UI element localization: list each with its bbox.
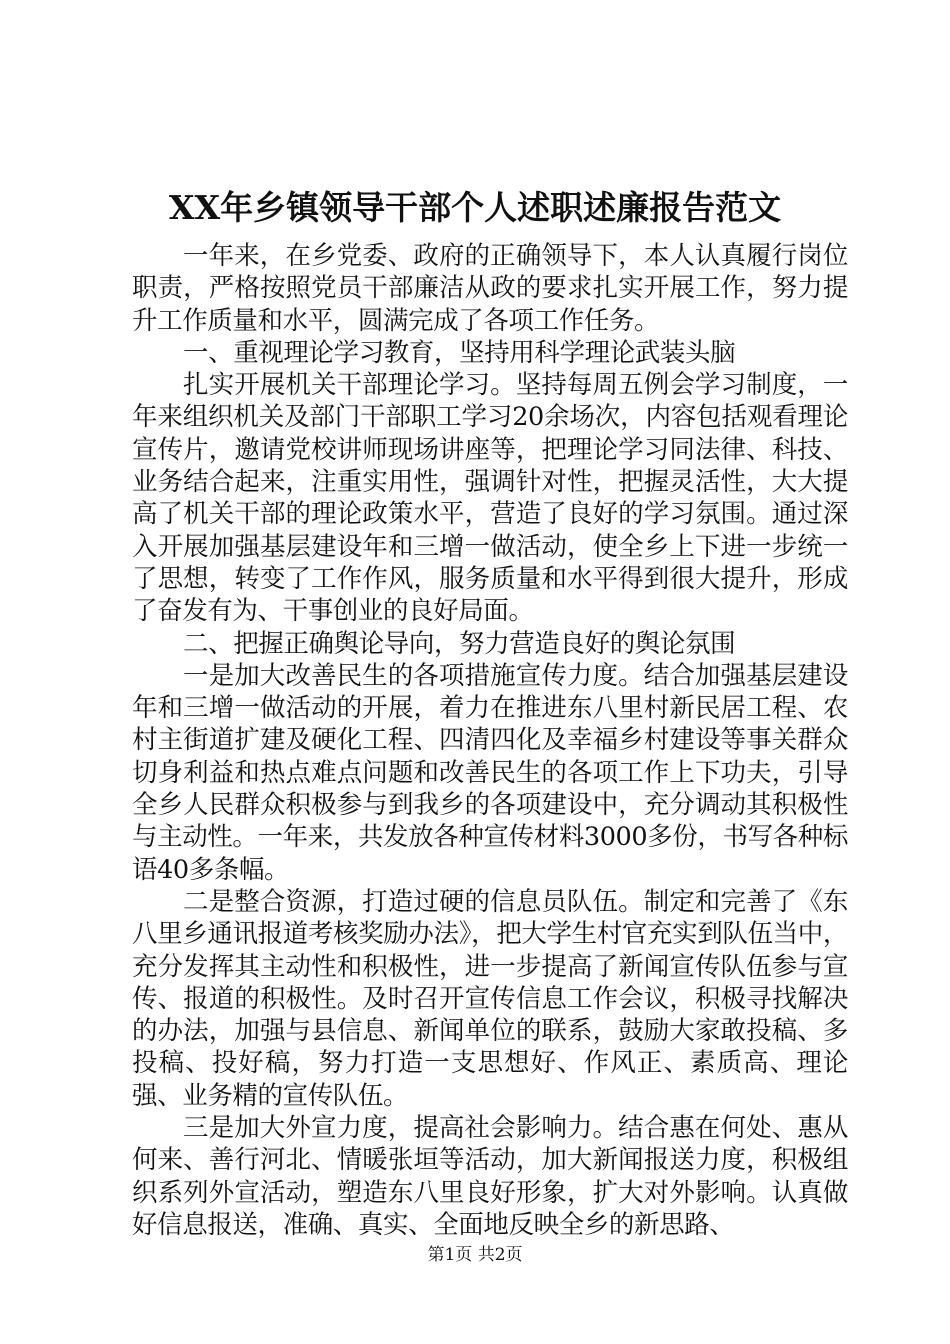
section-heading-2: 二、把握正确舆论导向，努力营造良好的舆论氛围 bbox=[183, 628, 736, 659]
document-body bbox=[132, 240, 848, 1241]
paragraph-informant-team: 二是整合资源，打造过硬的信息员队伍。制定和完善了《东八里乡通讯报道考核奖励办法》，把大学生村官充实到队伍当中，充分发挥其主动性和积极性，进一步提高了新闻宣传队伍参与宣传、报道的积极性。及时召开宣传信息工作会议，积极寻找解决的办法，加强与县信息、新闻单位的联系，鼓励大家敢投稿、多投稿、投好稿，努力打造一支思想好、作风正、素质高、理论强、业务精的宣传队伍。 bbox=[132, 886, 848, 1111]
document-title: XX年乡镇领导干部个人述职述廉报告范文 bbox=[168, 188, 782, 227]
section-heading-1: 一、重视理论学习教育，坚持用科学理论武装头脑 bbox=[183, 337, 736, 368]
paragraph-livelihood-publicity: 一是加大改善民生的各项措施宣传力度。结合加强基层建设年和三增一做活动的开展，着力在推进东八里村新民居工程、农村主街道扩建及硬化工程、四清四化及幸福乡村建设等事关群众切身利益和热点难点问题和改善民生的各项工作上下功夫，引导全乡人民群众积极参与到我乡的各项建设中，充分调动其积极性与主动性。一年来，共发放各种宣传材料3000多份，书写各种标语40多条幅。 bbox=[132, 660, 848, 885]
paragraph-theory-study: 扎实开展机关干部理论学习。坚持每周五例会学习制度，一年来组织机关及部门干部职工学习20余场次，内容包括观看理论宣传片，邀请党校讲师现场讲座等，把理论学习同法律、科技、业务结合起来，注重实用性，强调针对性，把握灵活性，大大提高了机关干部的理论政策水平，营造了良好的学习氛围。通过深入开展加强基层建设年和三增一做活动，使全乡上下进一步统一了思想，转变了工作作风，服务质量和水平得到很大提升，形成了奋发有为、干事创业的良好局面。 bbox=[132, 370, 848, 627]
page-number-footer: 第1页 共2页 bbox=[427, 1245, 523, 1265]
paragraph-external-publicity: 三是加大外宣力度，提高社会影响力。结合惠在何处、惠从何来、善行河北、情暖张垣等活动，加大新闻报送力度，积极组织系列外宣活动，塑造东八里良好形象，扩大对外影响。认真做好信息报送，准确、真实、全面地反映全乡的新思路、 bbox=[132, 1113, 848, 1240]
paragraph-intro: 一年来，在乡党委、政府的正确领导下，本人认真履行岗位职责，严格按照党员干部廉洁从政的要求扎实开展工作，努力提升工作质量和水平，圆满完成了各项工作任务。 bbox=[132, 241, 848, 336]
